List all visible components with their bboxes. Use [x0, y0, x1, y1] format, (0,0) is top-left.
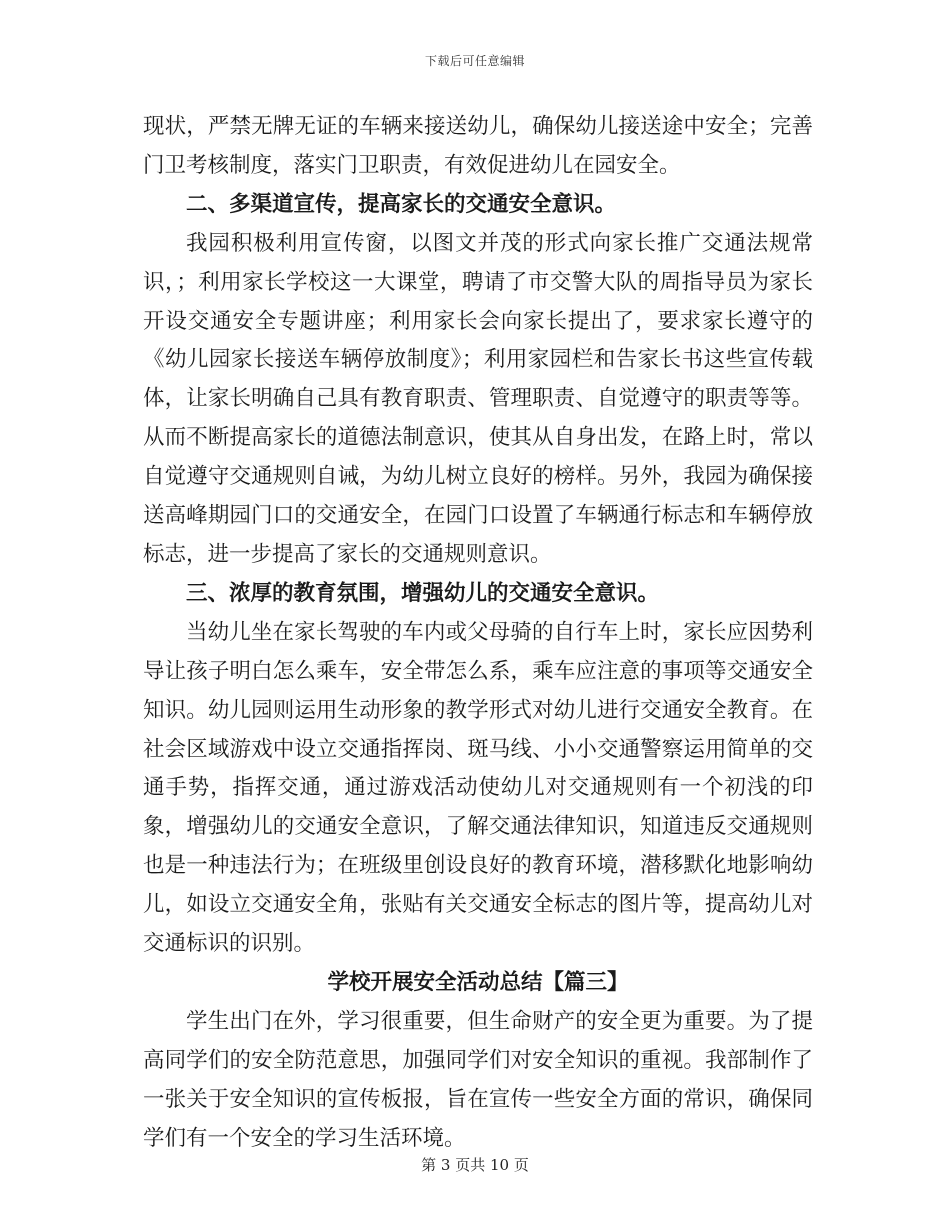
section-heading-3: 三、浓厚的教育氛围，增强幼儿的交通安全意识。: [186, 580, 660, 606]
section-heading-2: 二、多渠道宣传，提高家长的交通安全意识。: [186, 191, 617, 217]
paragraph-continued: 现状，严禁无牌无证的车辆来接送幼儿，确保幼儿接送途中安全；完善门卫考核制度，落实门卫职责，有效促进幼儿在园安全。: [143, 114, 813, 178]
paragraph-student-safety: 学生出门在外，学习很重要，但生命财产的安全更为重要。为了提高同学们的安全防范意思，加强同学们对安全知识的重视。我部制作了一张关于安全知识的宣传板报，旨在宣传一些安全方面的常识，确保同学们有一个安全的学习生活环境。: [143, 1008, 813, 1151]
paragraph-child-education: 当幼儿坐在家长驾驶的车内或父母骑的自行车上时，家长应因势利导让孩子明白怎么乘车，安全带怎么系，乘车应注意的事项等交通安全知识。幼儿园则运用生动形象的教学形式对幼儿进行交通安全教育。在社会区域游戏中设立交通指挥岗、斑马线、小小交通警察运用简单的交通手势，指挥交通，通过游戏活动使幼儿对交通规则有一个初浅的印象，增强幼儿的交通安全意识，了解交通法律知识，知道违反交通规则也是一种违法行为；在班级里创设良好的教育环境，潜移默化地影响幼儿，如设立交通安全角，张贴有关交通安全标志的图片等，提高幼儿对交通标识的识别。: [143, 619, 813, 957]
article-title: 学校开展安全活动总结【篇三】: [327, 969, 629, 995]
document-body: [143, 108, 813, 1158]
page-header: 下载后可任意编辑: [424, 54, 525, 68]
page-number: 第 3 页共 10 页: [421, 1156, 529, 1174]
paragraph-parent-publicity: 我园积极利用宣传窗，以图文并茂的形式向家长推广交通法规常识，；利用家长学校这一大课堂，聘请了市交警大队的周指导员为家长开设交通安全专题讲座；利用家长会向家长提出了，要求家长遵守的《幼儿园家长接送车辆停放制度》；利用家园栏和告家长书这些宣传载体，让家长明确自己具有教育职责、管理职责、自觉遵守的职责等等。从而不断提高家长的道德法制意识，使其从自身出发，在路上时，常以自觉遵守交通规则自诫，为幼儿树立良好的榜样。另外，我园为确保接送高峰期园门口的交通安全，在园门口设置了车辆通行标志和车辆停放标志，进一步提高了家长的交通规则意识。: [143, 230, 813, 567]
